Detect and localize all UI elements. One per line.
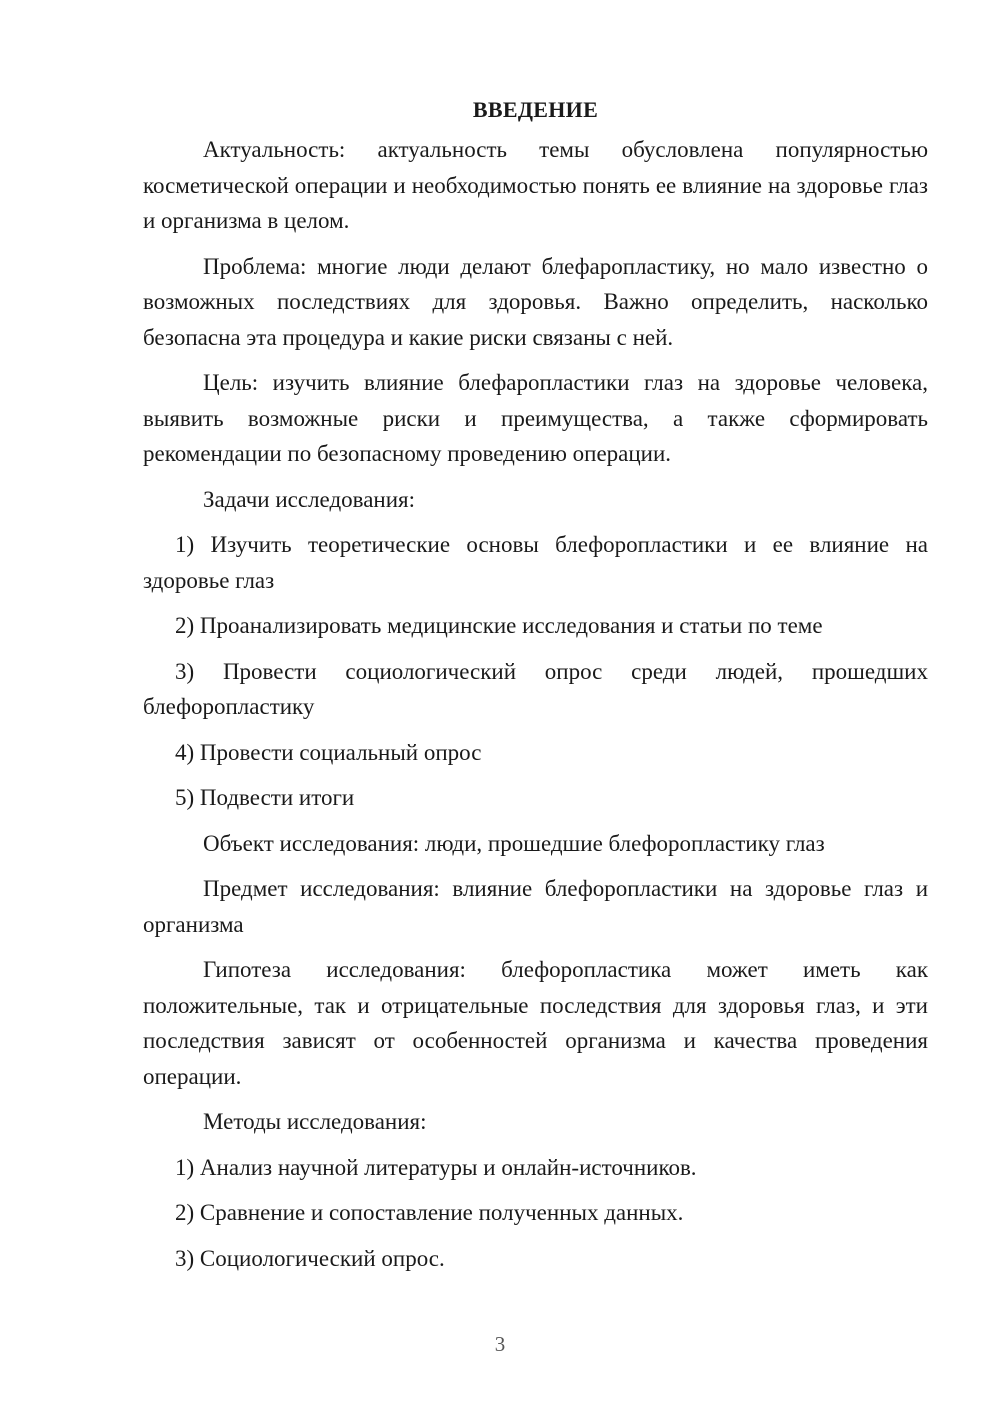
list-item-task-2: 2) Проанализировать медицинские исследования и статьи по теме: [175, 613, 823, 638]
list-item-method-1: 1) Анализ научной литературы и онлайн-источников.: [175, 1154, 697, 1180]
list-item-method-3: 3) Социологический опрос.: [175, 1245, 445, 1271]
paragraph-goal: Цель: изучить влияние блефаропластики глаз на здоровье человека, выявить возможные риски и преимущества, а также сформировать рекомендации по безопасному проведению операции.: [143, 370, 928, 466]
list-item-task-1: 1) Изучить теоретические основы блефоропластики и ее влияние на здоровье глаз: [143, 532, 928, 593]
list-item-task-3: 3) Провести социологический опрос среди людей, прошедших блефоропластику: [143, 658, 928, 719]
page-number: 3: [494, 1332, 506, 1356]
paragraph-tasks-heading: Задачи исследования:: [203, 486, 416, 512]
paragraph-problem: Проблема: многие люди делают блефаропластику, но мало известно о возможных последствиях для здоровья. Важно определить, насколько безопасна эта процедура и какие риски связаны с ней.: [143, 253, 928, 350]
document-page: [143, 92, 928, 1286]
paragraph-hypothesis: Гипотеза исследования: блефоропластика может иметь как положительные, так и отрицательные последствия для здоровья глаз, и эти последствия зависят от особенностей организма и качества проведения операции.: [143, 957, 928, 1089]
paragraph-methods-heading: Методы исследования:: [203, 1109, 427, 1134]
paragraph-object: Объект исследования: люди, прошедшие блефоропластику глаз: [203, 830, 825, 856]
list-item-method-2: 2) Сравнение и сопоставление полученных данных.: [175, 1200, 684, 1225]
paragraph-subject: Предмет исследования: влияние блефоропластики на здоровье глаз и организма: [143, 876, 928, 937]
list-item-task-5: 5) Подвести итоги: [175, 785, 355, 810]
paragraph-relevance: Актуальность: актуальность темы обусловлена популярностью косметической операции и необходимостью понять ее влияние на здоровье глаз и организма в целом.: [143, 137, 928, 233]
page-title: ВВЕДЕНИЕ: [472, 97, 599, 122]
list-item-task-4: 4) Провести социальный опрос: [175, 739, 482, 765]
